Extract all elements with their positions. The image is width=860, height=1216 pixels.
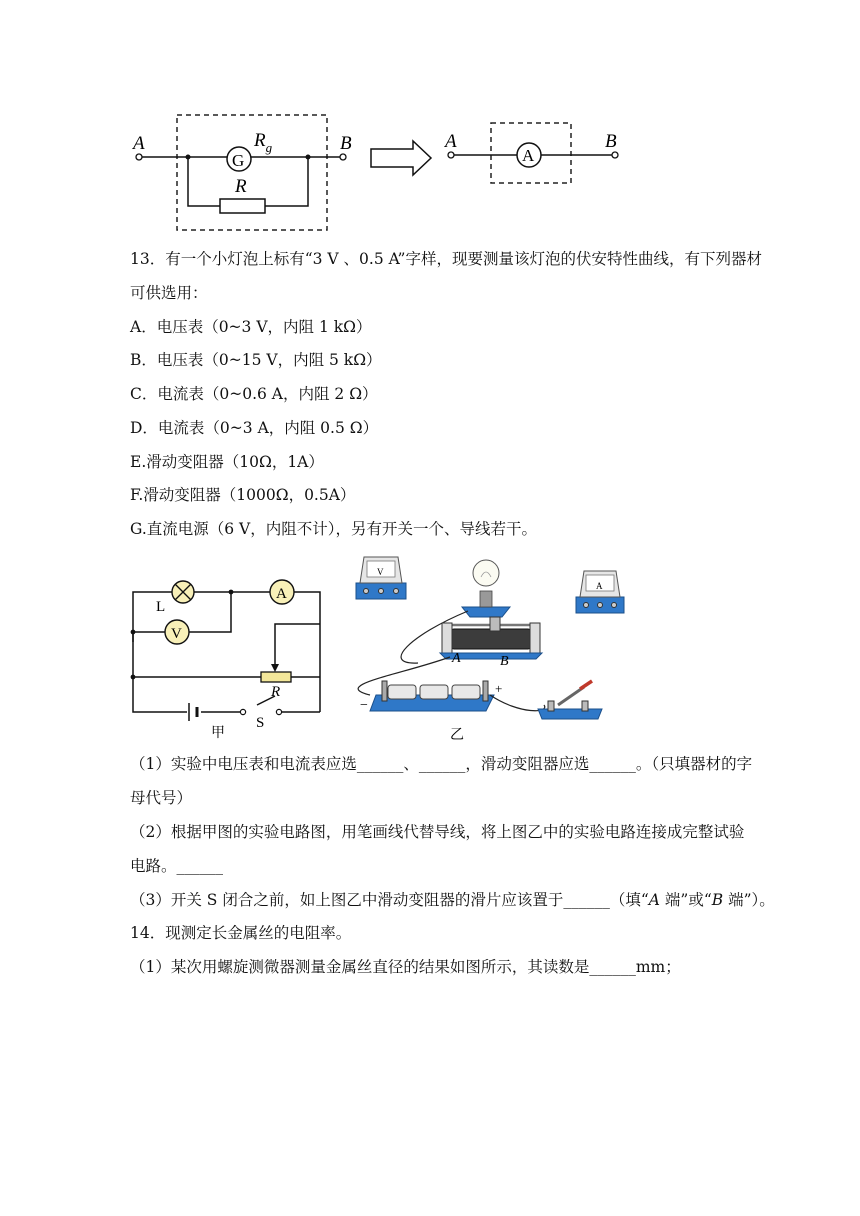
q14-sub1: （1）某次用螺旋测微器测量金属丝直径的结果如图所示，其读数是______mm； — [130, 958, 681, 976]
q13-sub2-line2: 电路。______ — [130, 857, 224, 875]
q13-option-a: A．电压表（0~3 V，内阻 1 kΩ） — [130, 318, 372, 336]
q13-sub1-line1: （1）实验中电压表和电流表应选______、______，滑动变阻器应选______。（只填器材的字 — [130, 755, 753, 773]
q13-sub3: （3）开关 S 闭合之前，如上图乙中滑动变阻器的滑片应该置于______（填“A 端”或“B 端”）。 — [130, 891, 775, 909]
rheostat-end-b: B — [500, 654, 509, 669]
label-a2: A — [445, 131, 457, 152]
ammeter-device-icon — [576, 571, 624, 613]
knife-switch-icon — [538, 681, 602, 719]
apparatus-picture-yi — [340, 545, 630, 743]
label-switch-s: S — [256, 715, 265, 731]
arrow-right-icon — [371, 141, 431, 175]
circuit-diagram-jia — [125, 572, 330, 740]
voltmeter-device-icon — [356, 557, 406, 599]
label-lamp-l: L — [156, 599, 166, 615]
q14-stem: 14．现测定长金属丝的电阻率。 — [130, 924, 352, 942]
q13-option-b: B．电压表（0~15 V，内阻 5 kΩ） — [130, 351, 382, 369]
rheostat-end-a: A — [452, 651, 461, 666]
q13-stem-line1: 13．有一个小灯泡上标有“3 V 、0.5 A”字样，现要测量该灯泡的伏安特性曲线，有下列器材 — [130, 250, 762, 268]
meter-v-label: V — [377, 567, 384, 577]
label-b2: B — [605, 131, 617, 152]
label-a: A — [133, 133, 145, 154]
q13-option-c: C．电流表（0~0.6 A，内阻 2 Ω） — [130, 385, 378, 403]
ammeter-circuit-label: A — [276, 586, 287, 602]
q13-option-g: G.直流电源（6 V，内阻不计），另有开关一个、导线若干。 — [130, 520, 537, 538]
label-rheostat-r: R — [271, 684, 281, 700]
ammeter-label: A — [522, 146, 535, 165]
q13-option-e: E.滑动变阻器（10Ω，1A） — [130, 453, 324, 471]
light-bulb-icon — [462, 560, 510, 617]
battery-holder-icon — [370, 681, 494, 711]
q13-option-d: D．电流表（0~3 A，内阻 0.5 Ω） — [130, 419, 379, 437]
label-rg: $R_g$ — [254, 130, 273, 155]
label-b: B — [340, 133, 352, 154]
q13-stem-line2: 可供选用： — [130, 284, 208, 302]
label-r: R — [235, 176, 247, 197]
q13-sub2-line1: （2）根据甲图的实验电路图，用笔画线代替导线，将上图乙中的实验电路连接成完整试验 — [130, 823, 745, 841]
meter-a-label: A — [596, 581, 603, 591]
battery-minus: − — [360, 698, 368, 713]
caption-yi: 乙 — [450, 728, 464, 743]
galvanometer-shunt-figure — [125, 105, 645, 235]
q13-option-f: F.滑动变阻器（1000Ω，0.5A） — [130, 486, 356, 504]
voltmeter-label: V — [171, 626, 182, 642]
q13-sub1-line2: 母代号） — [130, 789, 193, 807]
caption-jia: 甲 — [211, 726, 225, 740]
galvanometer-label: G — [232, 151, 245, 170]
battery-plus: + — [495, 681, 503, 696]
